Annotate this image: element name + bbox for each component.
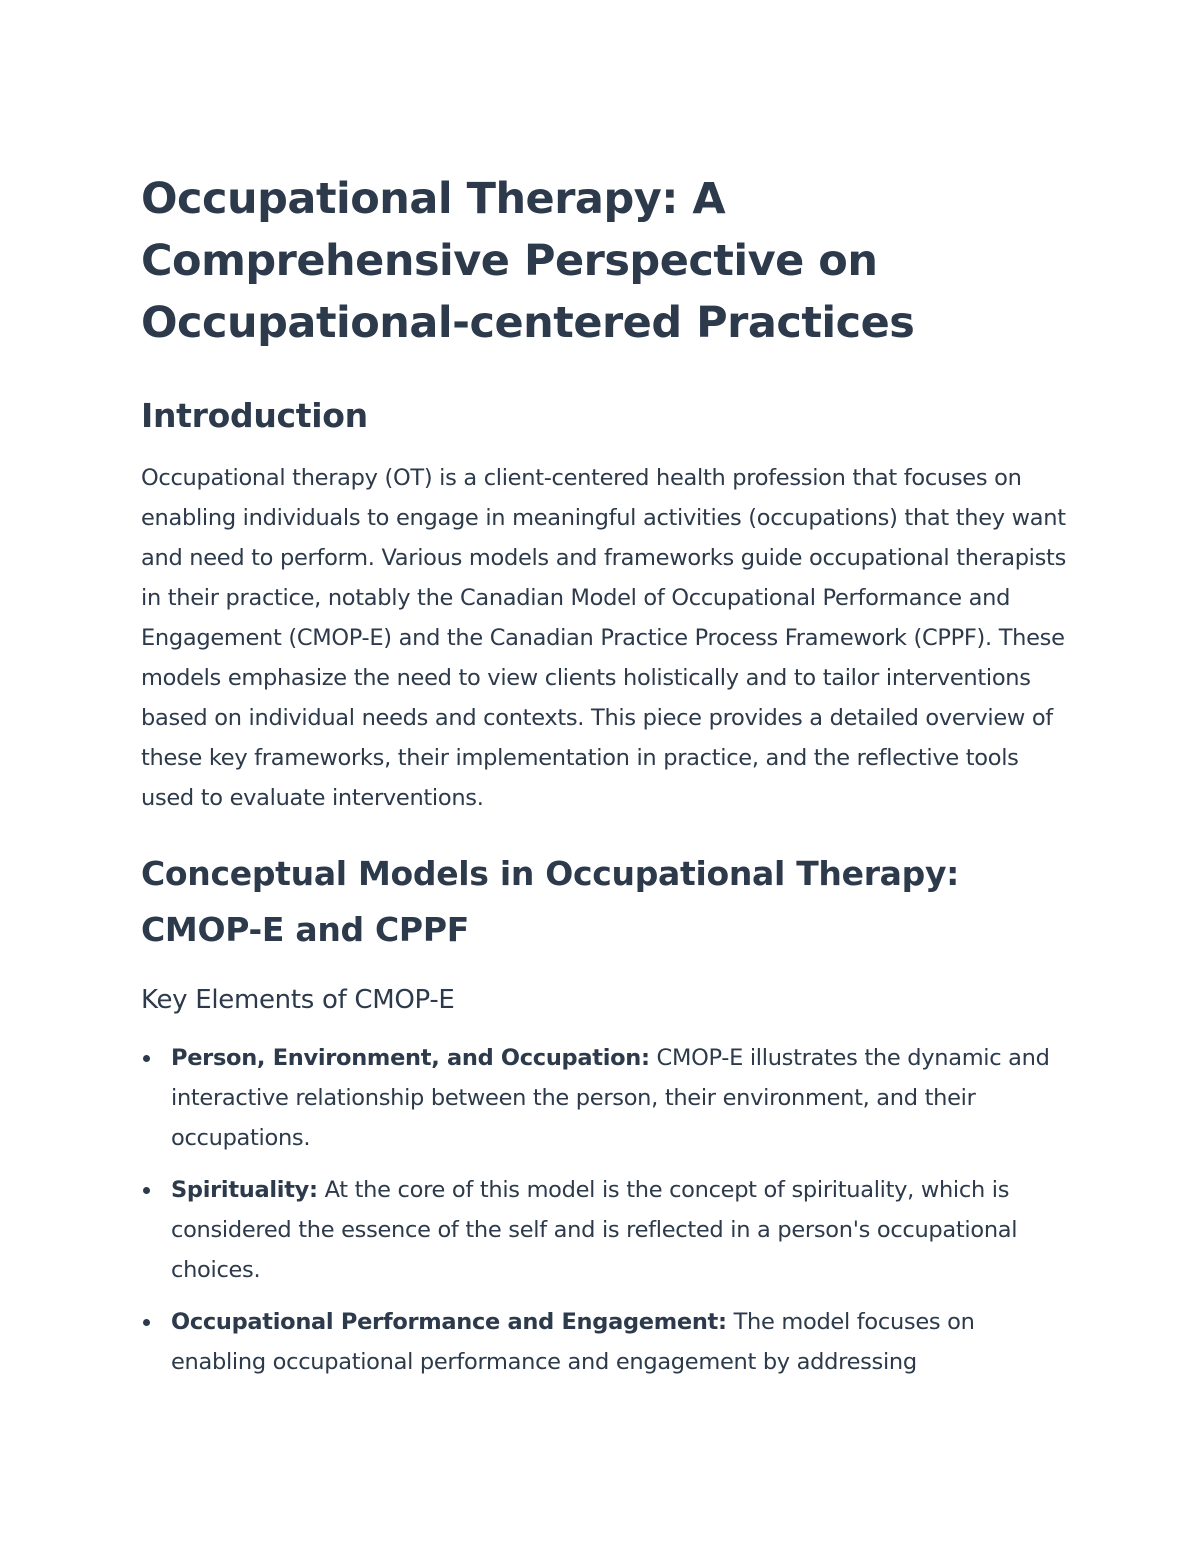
list-item xyxy=(141,1170,1076,1290)
list-item-term: Person, Environment, and Occupation: xyxy=(171,1045,650,1071)
list-item-term: Spirituality: xyxy=(171,1177,318,1203)
list-item-term: Occupational Performance and Engagement: xyxy=(171,1309,727,1335)
introduction-heading: Introduction xyxy=(141,396,368,435)
cmop-e-elements-list xyxy=(141,1038,1076,1382)
list-item-text: CMOP-E illustrates the dynamic and interactive relationship between the person, their environment, and their occupations. xyxy=(171,1045,1050,1151)
cmop-e-subheading: Key Elements of CMOP-E xyxy=(141,985,455,1015)
bullet-icon xyxy=(143,1187,150,1194)
list-item-text: The model focuses on enabling occupational performance and engagement by addressing xyxy=(171,1309,975,1375)
list-item xyxy=(141,1302,1076,1382)
conceptual-models-heading: Conceptual Models in Occupational Therapy: CMOP-E and CPPF xyxy=(141,854,960,949)
list-item xyxy=(141,1038,1076,1158)
introduction-paragraph: Occupational therapy (OT) is a client-centered health profession that focuses on enabling individuals to engage in meaningful activities (occupations) that they want and need to perform. Various models and frameworks guide occupational therapists in their practice, notably the Canadian Model of Occupational Performance and Engagement (CMOP-E) and the Canadian Practice Process Framework (CPPF). These models emphasize the need to view clients holistically and to tailor interventions based on individual needs and contexts. This piece provides a detailed overview of these key frameworks, their implementation in practice, and the reflective tools used to evaluate interventions. xyxy=(141,465,1066,811)
document-page xyxy=(141,168,1076,1394)
list-item-text: At the core of this model is the concept of spirituality, which is considered the essence of the self and is reflected in a person's occupational choices. xyxy=(171,1177,1018,1283)
bullet-icon xyxy=(143,1055,150,1062)
bullet-icon xyxy=(143,1319,150,1326)
document-title: Occupational Therapy: A Comprehensive Perspective on Occupational-centered Practices xyxy=(141,174,915,348)
